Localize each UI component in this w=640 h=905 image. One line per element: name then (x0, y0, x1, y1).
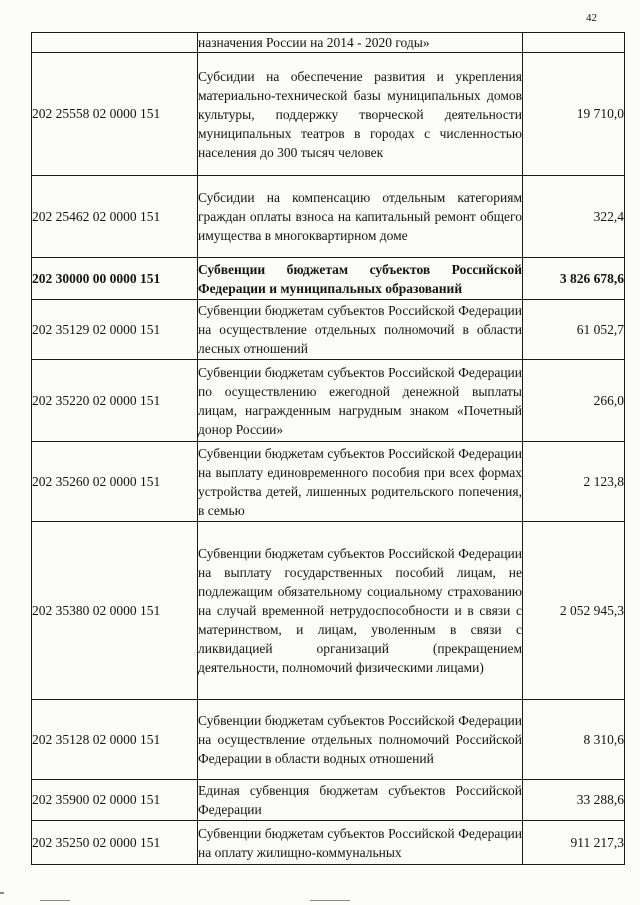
table-row (32, 258, 625, 300)
budget-code-cell: 202 30000 00 0000 151 (32, 258, 198, 300)
table-row (32, 176, 625, 258)
description-cell: Субвенции бюджетам субъектов Российской Федерации на выплату единовременного пособия при всех формах устройства детей, лишенных родительского попечения, в семью (198, 442, 523, 522)
description-cell: назначения России на 2014 - 2020 годы» (198, 33, 523, 53)
scan-artifact (40, 900, 70, 901)
budget-code-cell: 202 35220 02 0000 151 (32, 360, 198, 442)
description-cell: Субвенции бюджетам субъектов Российской Федерации на осуществление отдельных полномочий Российской Федерации в области водных отношений (198, 700, 523, 780)
amount-cell: 3 826 678,6 (523, 258, 625, 300)
description-cell: Субвенции бюджетам субъектов Российской Федерации на оплату жилищно-коммунальных (198, 821, 523, 865)
table-row (32, 442, 625, 522)
budget-code-cell: 202 35900 02 0000 151 (32, 780, 198, 821)
scan-artifact (310, 900, 350, 901)
table-row (32, 780, 625, 821)
amount-cell: 2 052 945,3 (523, 522, 625, 700)
budget-code-cell: 202 35128 02 0000 151 (32, 700, 198, 780)
scan-artifact (0, 892, 4, 894)
page-number: 42 (586, 12, 597, 24)
amount-cell: 61 052,7 (523, 300, 625, 360)
table-row (32, 300, 625, 360)
budget-code-cell: 202 35250 02 0000 151 (32, 821, 198, 865)
amount-cell: 266,0 (523, 360, 625, 442)
amount-cell: 19 710,0 (523, 53, 625, 176)
description-cell: Субсидии на компенсацию отдельным категориям граждан оплаты взноса на капитальный ремонт общего имущества в многоквартирном доме (198, 176, 523, 258)
description-cell: Субвенции бюджетам субъектов Российской Федерации на выплату государственных пособий лицам, не подлежащим обязательному социальному страхованию на случай временной нетрудоспособности и в связи с материнством, и лицам, уволенным в связи с ликвидацией организаций (прекращением деятельности, полномочий физическими лицами) (198, 522, 523, 700)
amount-cell: 2 123,8 (523, 442, 625, 522)
budget-revenue-table (31, 32, 625, 865)
amount-cell: 911 217,3 (523, 821, 625, 865)
table-row (32, 522, 625, 700)
description-cell: Субвенции бюджетам субъектов Российской Федерации на осуществление отдельных полномочий в области лесных отношений (198, 300, 523, 360)
budget-code-cell: 202 35129 02 0000 151 (32, 300, 198, 360)
budget-code-cell: 202 35260 02 0000 151 (32, 442, 198, 522)
amount-cell (523, 33, 625, 53)
description-cell: Субвенции бюджетам субъектов Российской Федерации и муниципальных образований (198, 258, 523, 300)
description-cell: Единая субвенция бюджетам субъектов Российской Федерации (198, 780, 523, 821)
table-row (32, 821, 625, 865)
description-cell: Субсидии на обеспечение развития и укрепления материально-технической базы муниципальных домов культуры, поддержку творческой деятельности муниципальных театров в городах с численностью населения до 300 тысяч человек (198, 53, 523, 176)
budget-code-cell (32, 33, 198, 53)
budget-code-cell: 202 35380 02 0000 151 (32, 522, 198, 700)
table-row (32, 700, 625, 780)
amount-cell: 33 288,6 (523, 780, 625, 821)
amount-cell: 8 310,6 (523, 700, 625, 780)
table-row (32, 360, 625, 442)
budget-code-cell: 202 25462 02 0000 151 (32, 176, 198, 258)
table-row (32, 53, 625, 176)
table-row (32, 33, 625, 53)
budget-code-cell: 202 25558 02 0000 151 (32, 53, 198, 176)
amount-cell: 322,4 (523, 176, 625, 258)
description-cell: Субвенции бюджетам субъектов Российской Федерации по осуществлению ежегодной денежной выплаты лицам, награжденным нагрудным знаком «Почетный донор России» (198, 360, 523, 442)
